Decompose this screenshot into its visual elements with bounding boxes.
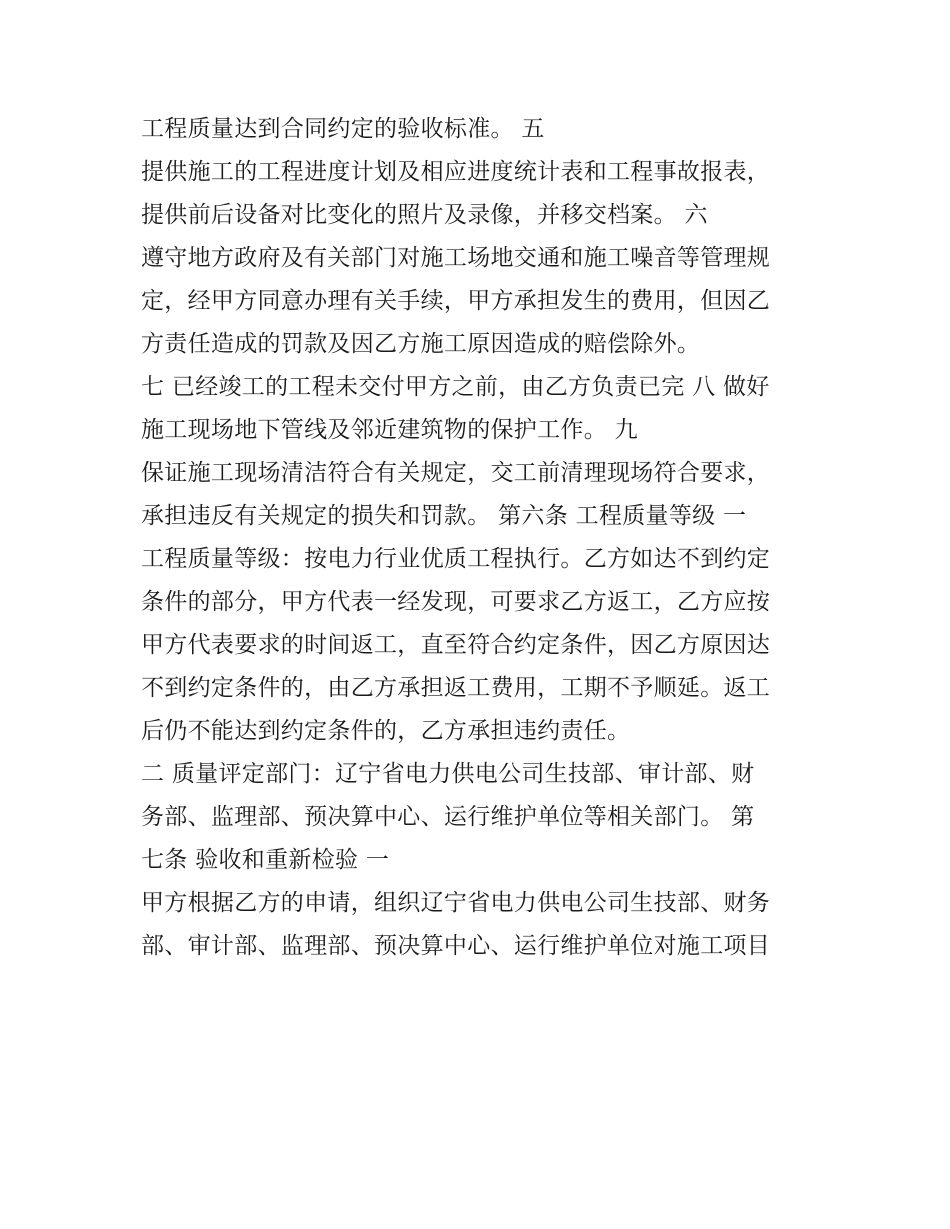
text-line: 工程质量等级：按电力行业优质工程执行。乙方如达不到约定 (141, 546, 771, 572)
text-line: 不到约定条件的，由乙方承担返工费用，工期不予顺延。返工 (141, 675, 771, 701)
text-line: 甲方根据乙方的申请，组织辽宁省电力供电公司生技部、财务 (141, 890, 771, 916)
text-line: 遵守地方政府及有关部门对施工场地交通和施工噪音等管理规 (141, 245, 771, 271)
text-line: 甲方代表要求的时间返工，直至符合约定条件，因乙方原因达 (141, 632, 771, 658)
text-line: 提供施工的工程进度计划及相应进度统计表和工程事故报表， (141, 159, 771, 185)
document-body (141, 108, 821, 968)
text-line: 定，经甲方同意办理有关手续，甲方承担发生的费用，但因乙 (141, 288, 771, 314)
text-line: 七 已经竣工的工程未交付甲方之前，由乙方负责已完 八 做好 (141, 374, 770, 400)
text-line: 条件的部分，甲方代表一经发现，可要求乙方返工，乙方应按 (141, 589, 771, 615)
text-line: 后仍不能达到约定条件的，乙方承担违约责任。 (141, 718, 631, 744)
text-line: 施工现场地下管线及邻近建筑物的保护工作。 九 (141, 417, 638, 443)
text-line: 方责任造成的罚款及因乙方施工原因造成的赔偿除外。 (141, 331, 701, 357)
text-line: 务部、监理部、预决算中心、运行维护单位等相关部门。 第 (141, 804, 755, 830)
text-line: 二 质量评定部门：辽宁省电力供电公司生技部、审计部、财 (141, 761, 755, 787)
text-line: 部、审计部、监理部、预决算中心、运行维护单位对施工项目 (141, 933, 771, 959)
text-line: 七条 验收和重新检验 一 (141, 847, 390, 873)
text-line: 工程质量达到合同约定的验收标准。 五 (141, 116, 545, 142)
text-line: 承担违反有关规定的损失和罚款。 第六条 工程质量等级 一 (141, 503, 747, 529)
text-line: 提供前后设备对比变化的照片及录像，并移交档案。 六 (141, 202, 708, 228)
text-line: 保证施工现场清洁符合有关规定，交工前清理现场符合要求， (141, 460, 771, 486)
